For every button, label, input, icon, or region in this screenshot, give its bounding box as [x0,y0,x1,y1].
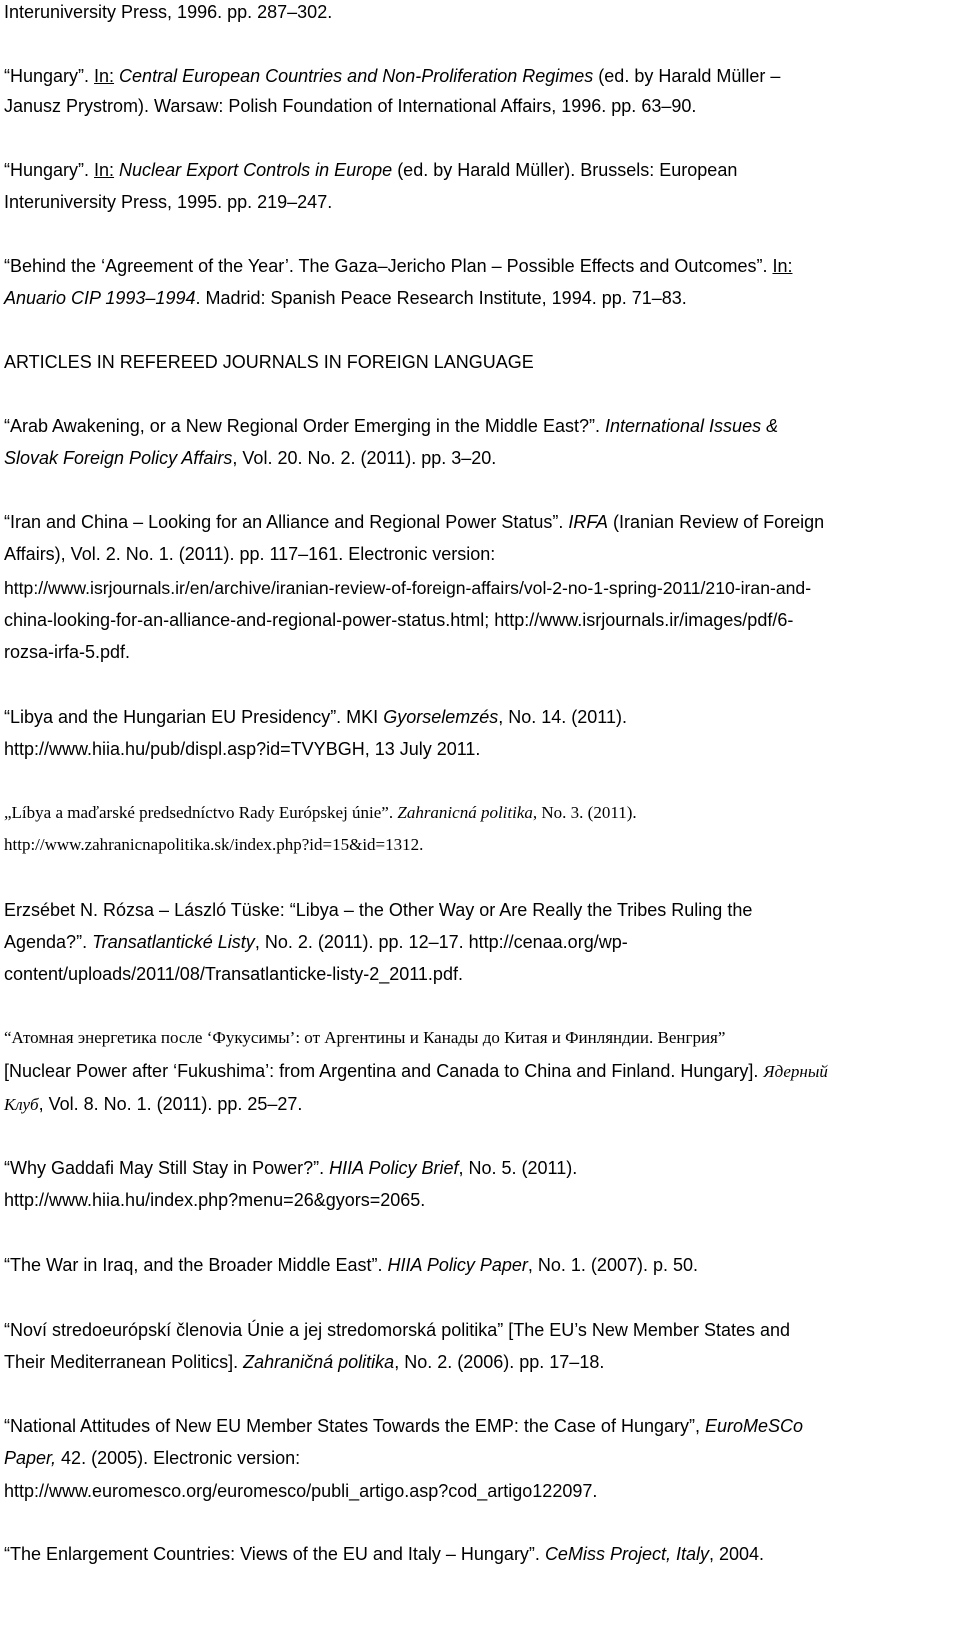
journal-name: EuroMeSCo [704,1416,804,1436]
citation-text: (ed. by Harald Müller – [593,66,781,86]
citation-line [4,1346,604,1378]
citation-line [4,1088,302,1121]
citation-text: “The Enlargement Countries: Views of the EU and Italy – Hungary”. [4,1544,545,1564]
citation-title: Nuclear Export Controls in Europe [114,160,393,180]
citation-text: “Атомная энергетика после ‘Фукусимы’: от Аргентины и Канады до Китая и Финляндии. Венгрия” [4,1028,726,1047]
heading-text: ARTICLES IN REFEREED JOURNALS IN FOREIGN LANGUAGE [4,352,534,372]
citation-text: Their Mediterranean Politics]. [4,1352,244,1372]
citation-line [4,250,792,282]
citation-text: “Iran and China – Looking for an Alliance and Regional Power Status”. [4,512,569,532]
journal-name: International Issues & [604,416,779,436]
citation-text: Interuniversity Press, 1995. pp. 219–247. [4,192,333,212]
citation-url [4,572,811,604]
citation-line [4,1538,764,1570]
citation-text: , Vol. 20. No. 2. (2011). pp. 3–20. [232,448,497,468]
citation-text: , No. 2. (2006). pp. 17–18. [394,1352,605,1372]
url-text: http://www.hiia.hu/index.php?menu=26&gyors=2065. [4,1190,426,1210]
citation-text: , No. 14. (2011). [498,707,627,727]
citation-text: “Arab Awakening, or a New Regional Order Emerging in the Middle East?”. [4,416,605,436]
journal-name: Transatlantické Listy [92,932,255,952]
citation-text: Interuniversity Press, 1996. pp. 287–302. [4,2,333,22]
citation-text: “Hungary”. [4,160,95,180]
journal-name: Paper, [4,1448,57,1468]
citation-text: , No. 2. (2011). pp. 12–17. http://cenaa.org/wp- [254,932,628,952]
url-text: http://www.hiia.hu/pub/displ.asp?id=TVYBGH, 13 July 2011. [4,739,481,759]
citation-text: „Líbya a maďarské predsedníctvo Rady Európskej únie”. [4,803,398,822]
citation-text: “The War in Iraq, and the Broader Middle East”. [4,1255,388,1275]
citation-text: Agenda?”. [4,932,93,952]
citation-url [4,733,480,765]
citation-title: Central European Countries and Non-Proliferation Regimes [114,66,594,86]
citation-line [4,926,628,958]
citation-line [4,797,637,829]
journal-name: IRFA [568,512,609,532]
citation-line [4,1442,300,1474]
citation-text: [Nuclear Power after ‘Fukushima’: from Argentina and Canada to China and Finland. Hungary]. [4,1061,764,1081]
citation-text: , No. 5. (2011). [458,1158,578,1178]
citation-text: (ed. by Harald Müller). Brussels: European [392,160,738,180]
citation-line [4,1152,577,1184]
url-text: http://www.isrjournals.ir/en/archive/iranian-review-of-foreign-affairs/vol-2-no-1-spring-2011/210-iran-and- [4,578,812,598]
journal-name: Zahraničná politika [243,1352,395,1372]
url-text: http://www.euromesco.org/euromesco/publi_artigo.asp?cod_artigo122097. [4,1481,598,1501]
journal-name: Gyorselemzés [383,707,499,727]
journal-name: HIIA Policy Paper [387,1255,528,1275]
citation-text: (Iranian Review of Foreign [608,512,825,532]
citation-text: . Madrid: Spanish Peace Research Institute, 1994. pp. 71–83. [195,288,687,308]
in-label: In: [94,66,115,86]
citation-text: , No. 3. (2011). [532,803,637,822]
citation-line [4,1249,698,1281]
citation-line [4,1022,725,1054]
citation-line [4,1410,803,1442]
citation-text: “Noví stredoeurópskí členovia Únie a jej stredomorská politika” [The EU’s New Member States and [4,1320,791,1340]
citation-line [4,90,696,122]
citation-text: Erzsébet N. Rózsa – László Tüske: “Libya – the Other Way or Are Really the Tribes Ruling the [4,900,753,920]
citation-text: 42. (2005). Electronic version: [56,1448,301,1468]
citation-text: “National Attitudes of New EU Member States Towards the EMP: the Case of Hungary”, [4,1416,705,1436]
citation-text: , No. 1. (2007). p. 50. [527,1255,699,1275]
citation-line [4,60,780,92]
journal-name: Клуб [4,1095,39,1114]
citation-url [4,958,463,990]
citation-url [4,829,423,861]
url-text: china-looking-for-an-alliance-and-regional-power-status.html; http://www.isrjournals.ir/images/pdf/6- [4,610,794,630]
citation-text: Affairs), Vol. 2. No. 1. (2011). pp. 117–161. Electronic version: [4,544,496,564]
citation-line [4,410,778,442]
url-text: rozsa-irfa-5.pdf. [4,642,131,662]
citation-text: “Behind the ‘Agreement of the Year’. The Gaza–Jericho Plan – Possible Effects and Outcomes”. [4,256,773,276]
citation-line [4,1314,790,1346]
journal-name: Ядерный [763,1062,828,1081]
journal-name: Slovak Foreign Policy Affairs [4,448,233,468]
citation-url [4,1475,597,1507]
in-label: In: [772,256,793,276]
citation-url [4,1184,425,1216]
citation-text: “Hungary”. [4,66,95,86]
citation-url [4,636,130,668]
citation-text: , 2004. [708,1544,765,1564]
citation-line [4,538,495,570]
citation-line [4,442,496,474]
journal-name: Zahranicná politika [397,803,533,822]
section-heading [4,346,534,378]
citation-line [4,154,737,186]
citation-line [4,186,332,218]
citation-url [4,604,793,636]
citation-text: Janusz Prystrom). Warsaw: Polish Foundation of International Affairs, 1996. pp. 63–90. [4,96,697,116]
journal-name: HIIA Policy Brief [329,1158,459,1178]
citation-line [4,506,824,538]
in-label: In: [94,160,115,180]
citation-text: “Why Gaddafi May Still Stay in Power?”. [4,1158,330,1178]
url-text: http://www.zahranicnapolitika.sk/index.php?id=15&id=1312. [4,835,424,854]
citation-line [4,282,687,314]
journal-name: CeMiss Project, Italy [544,1544,709,1564]
citation-line [4,894,752,926]
citation-line [4,701,627,733]
citation-text: , Vol. 8. No. 1. (2011). pp. 25–27. [38,1094,303,1114]
citation-text: “Libya and the Hungarian EU Presidency”. MKI [4,707,384,727]
citation-title: Anuario CIP 1993–1994 [4,288,196,308]
url-text: content/uploads/2011/08/Transatlanticke-listy-2_2011.pdf. [4,964,463,984]
citation-line [4,0,332,28]
citation-line [4,1055,828,1088]
